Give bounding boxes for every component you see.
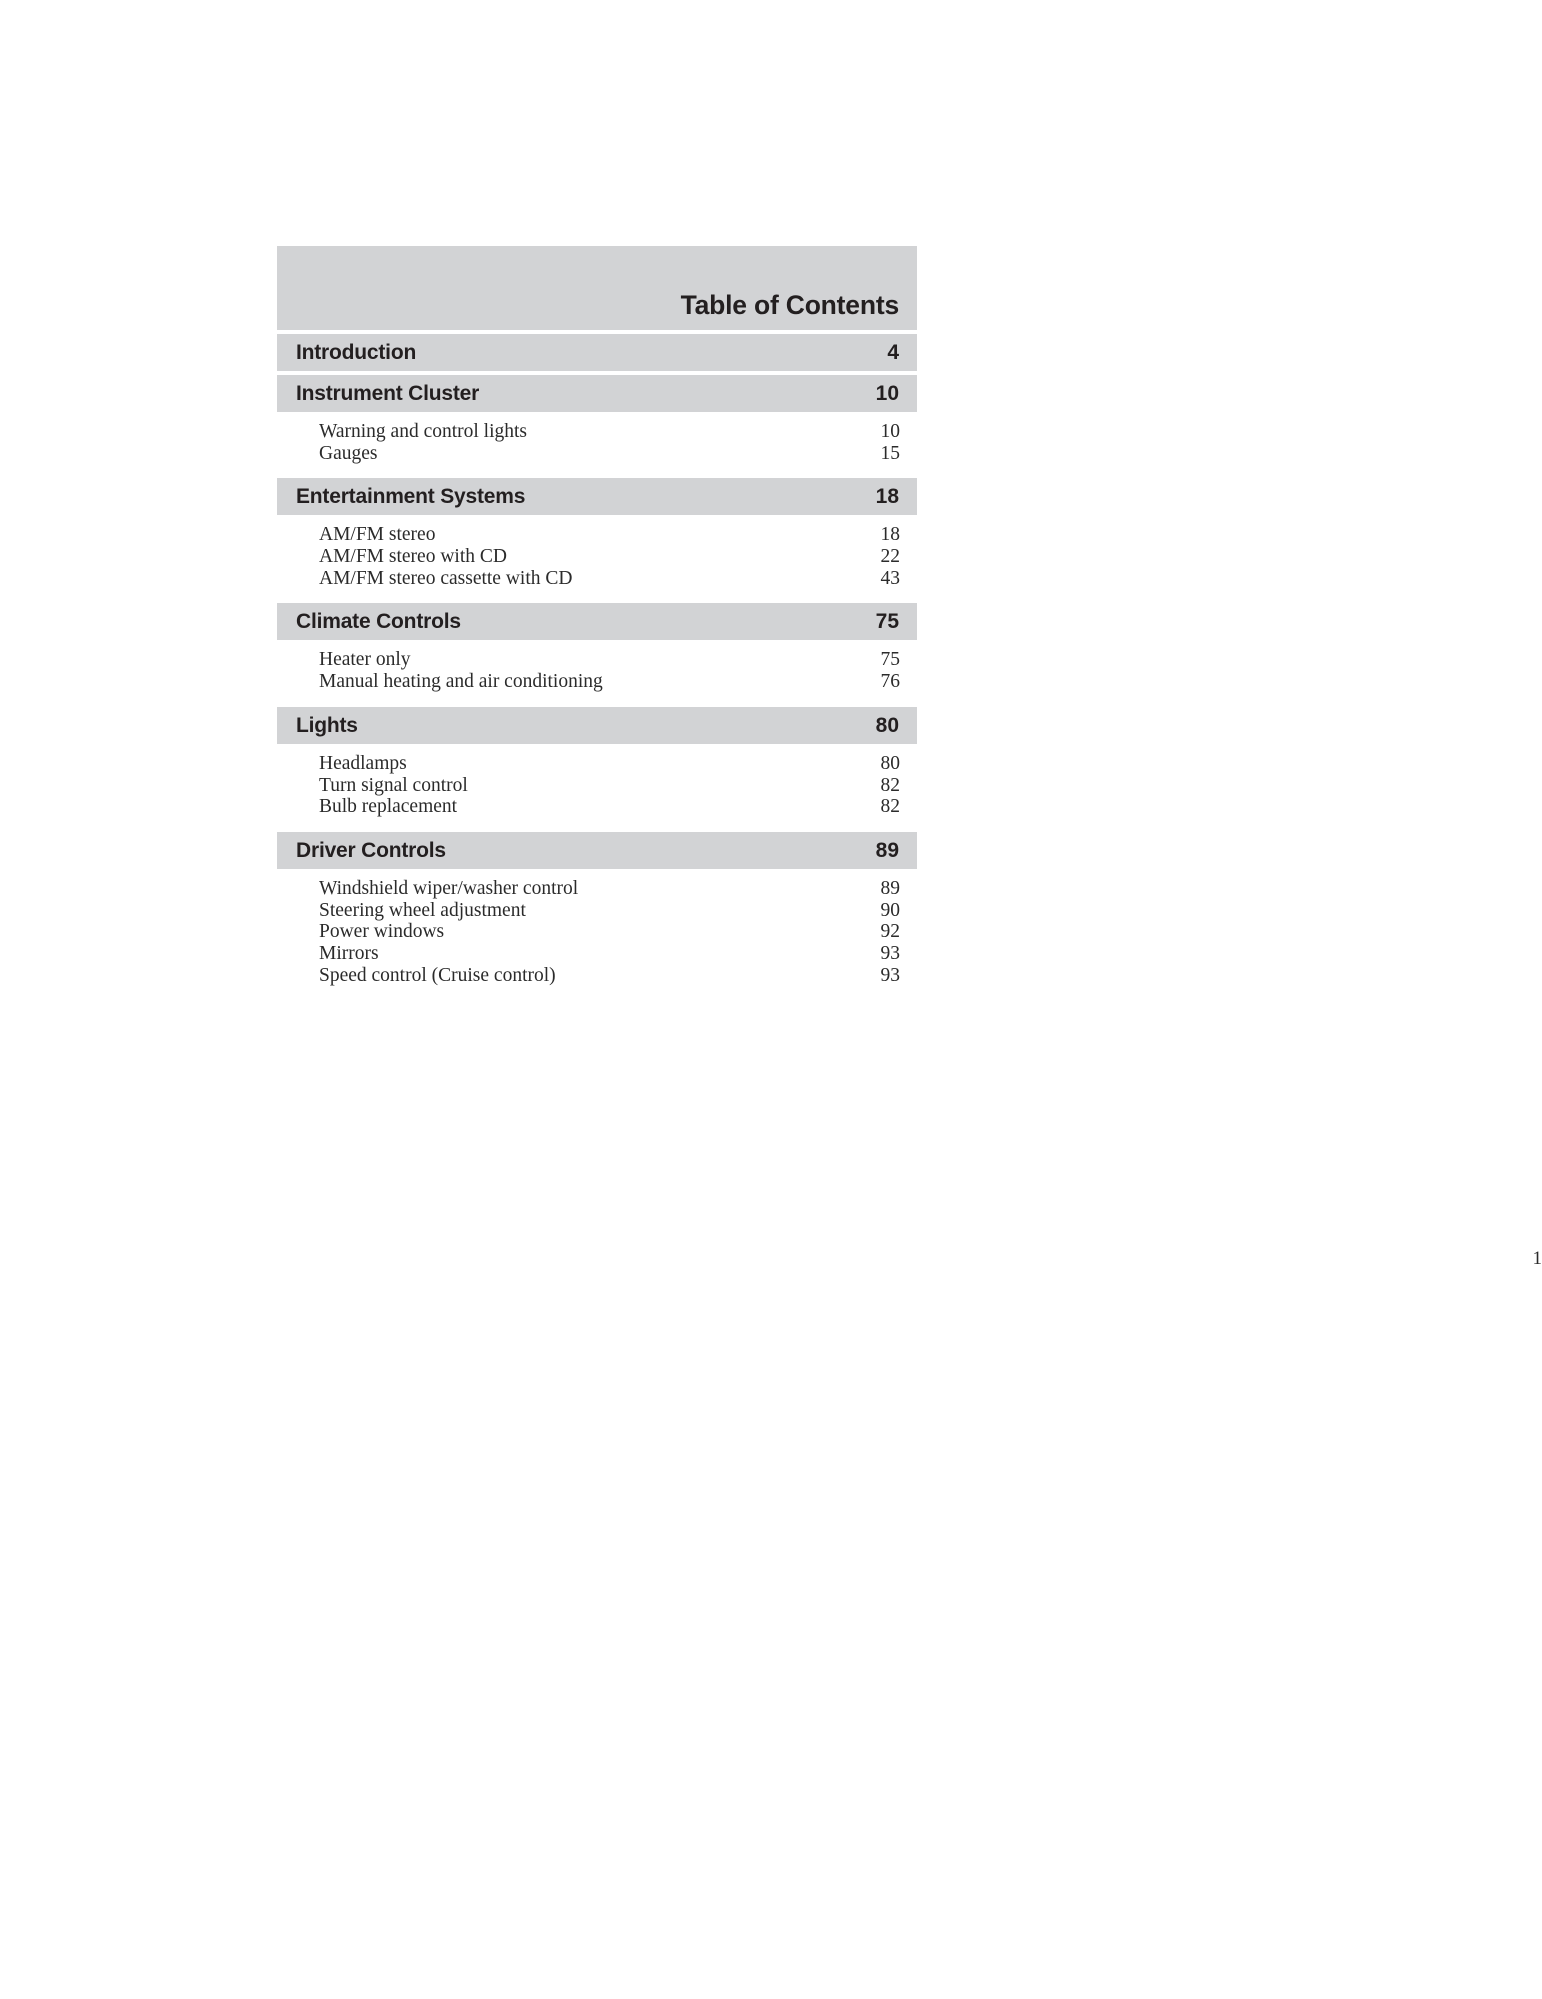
toc-entry-label: Heater only bbox=[319, 649, 411, 671]
toc-entry-group bbox=[277, 515, 917, 599]
toc-entry-page-number: 43 bbox=[880, 567, 900, 589]
toc-entry-label: Gauges bbox=[319, 442, 378, 464]
toc-entry-row[interactable] bbox=[277, 524, 917, 546]
toc-entry-row[interactable] bbox=[277, 568, 917, 590]
toc-entry-label: Turn signal control bbox=[319, 774, 468, 796]
toc-entry-label: Steering wheel adjustment bbox=[319, 899, 526, 921]
page-folio-number: 1 bbox=[1532, 1248, 1542, 1269]
toc-entry-page-number: 93 bbox=[880, 942, 900, 964]
toc-entry-label: Manual heating and air conditioning bbox=[319, 671, 603, 693]
page-title: Table of Contents bbox=[680, 290, 899, 320]
toc-entry-page-number: 89 bbox=[880, 877, 900, 899]
toc-entry-label: Headlamps bbox=[319, 752, 407, 774]
toc-entry-page-number: 90 bbox=[880, 899, 900, 921]
toc-section-page-number: 4 bbox=[887, 341, 899, 364]
toc-entry-label: Speed control (Cruise control) bbox=[319, 964, 556, 986]
toc-entry-page-number: 18 bbox=[880, 524, 900, 546]
toc-section-list bbox=[277, 334, 917, 996]
toc-section-header[interactable] bbox=[277, 603, 917, 640]
toc-entry-page-number: 75 bbox=[880, 649, 900, 671]
toc-entry-row[interactable] bbox=[277, 921, 917, 943]
toc-entry-group bbox=[277, 744, 917, 828]
toc-section-page-number: 10 bbox=[875, 382, 899, 405]
toc-section-header[interactable] bbox=[277, 707, 917, 744]
toc-entry-label: Warning and control lights bbox=[319, 421, 528, 442]
toc-entry-row[interactable] bbox=[277, 443, 917, 465]
toc-section-title: Entertainment Systems bbox=[296, 485, 526, 509]
toc-section-page-number: 80 bbox=[875, 713, 899, 737]
toc-entry-group bbox=[277, 640, 917, 702]
toc-entry-page-number: 15 bbox=[880, 442, 900, 464]
toc-section-title: Introduction bbox=[296, 341, 417, 364]
toc-entry-page-number: 93 bbox=[880, 964, 900, 986]
toc-entry-row[interactable] bbox=[277, 943, 917, 965]
toc-entry-label: AM/FM stereo bbox=[319, 524, 436, 546]
toc-entry-page-number: 76 bbox=[880, 671, 900, 693]
toc-entry-row[interactable] bbox=[277, 878, 917, 900]
toc-entry-row[interactable] bbox=[277, 796, 917, 818]
toc-entry-group bbox=[277, 869, 917, 996]
toc-entry-page-number: 10 bbox=[880, 421, 900, 442]
toc-entry-page-number: 92 bbox=[880, 921, 900, 943]
toc-entry-row[interactable] bbox=[277, 965, 917, 987]
toc-entry-row[interactable] bbox=[277, 421, 917, 443]
toc-entry-label: Mirrors bbox=[319, 942, 379, 964]
toc-entry-row[interactable] bbox=[277, 775, 917, 797]
toc-section-title: Climate Controls bbox=[296, 610, 461, 634]
toc-section-title: Driver Controls bbox=[296, 838, 446, 862]
table-of-contents bbox=[277, 246, 917, 996]
toc-entry-label: AM/FM stereo cassette with CD bbox=[319, 567, 573, 589]
toc-entry-label: Bulb replacement bbox=[319, 796, 458, 818]
toc-entry-label: AM/FM stereo with CD bbox=[319, 546, 507, 568]
toc-entry-row[interactable] bbox=[277, 671, 917, 693]
toc-section-page-number: 89 bbox=[875, 838, 899, 862]
toc-entry-row[interactable] bbox=[277, 900, 917, 922]
toc-masthead-band bbox=[277, 246, 917, 330]
toc-entry-page-number: 22 bbox=[880, 546, 900, 568]
toc-section-header[interactable] bbox=[277, 375, 917, 412]
toc-section-header[interactable] bbox=[277, 478, 917, 515]
toc-entry-page-number: 80 bbox=[880, 752, 900, 774]
toc-section-header[interactable] bbox=[277, 832, 917, 869]
toc-section-title: Instrument Cluster bbox=[296, 382, 480, 405]
toc-entry-label: Windshield wiper/washer control bbox=[319, 877, 579, 899]
toc-section-page-number: 75 bbox=[875, 610, 899, 634]
toc-entry-page-number: 82 bbox=[880, 774, 900, 796]
toc-entry-row[interactable] bbox=[277, 546, 917, 568]
toc-entry-page-number: 82 bbox=[880, 796, 900, 818]
toc-section-page-number: 18 bbox=[875, 485, 899, 509]
toc-entry-row[interactable] bbox=[277, 649, 917, 671]
toc-section-header[interactable] bbox=[277, 334, 917, 371]
toc-entry-label: Power windows bbox=[319, 921, 445, 943]
toc-entry-group bbox=[277, 412, 917, 474]
toc-entry-row[interactable] bbox=[277, 753, 917, 775]
toc-section-title: Lights bbox=[296, 713, 358, 737]
